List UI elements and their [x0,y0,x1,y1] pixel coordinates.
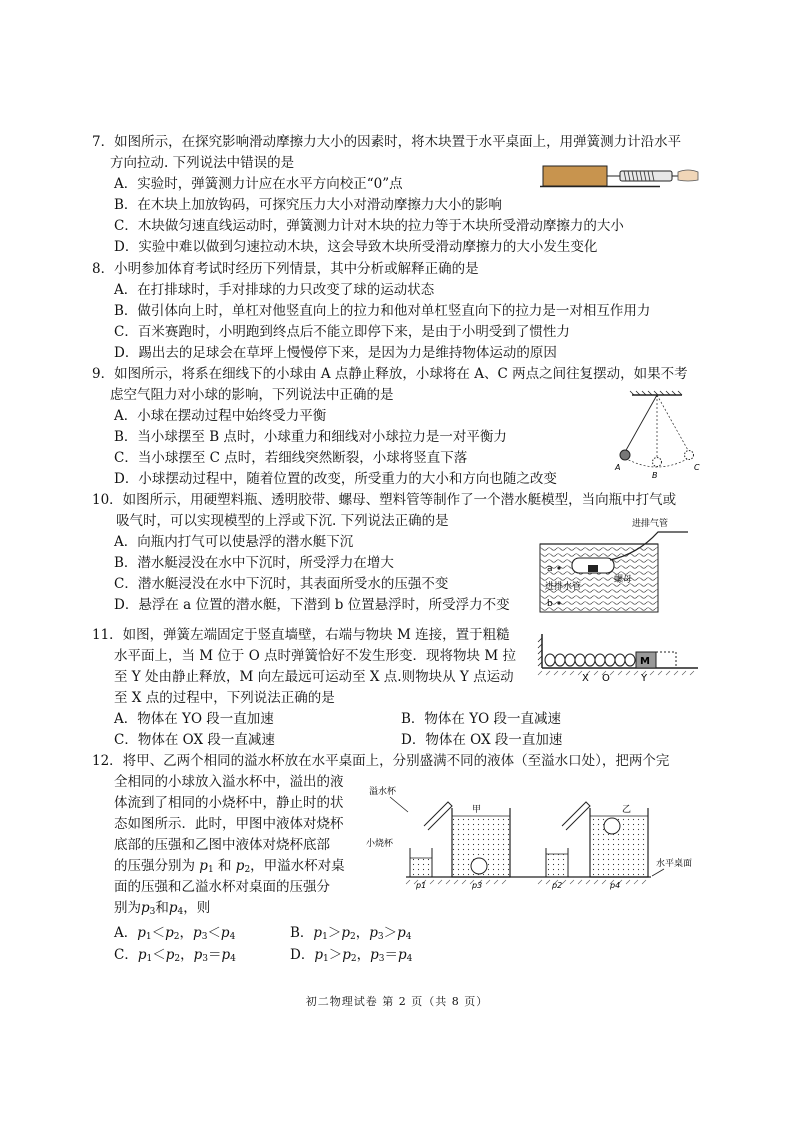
q12-stem-line3: 体流到了相同的小烧杯中，静止时的状 [114,795,344,811]
q12-stem-line5: 底部的压强和乙图中液体对烧杯底部 [114,837,330,853]
q12-stem-line6 [114,856,345,876]
q7-option-c: C．木块做匀速直线运动时，弹簧测力计对木块的拉力等于木块所受滑动摩擦力的大小 [114,218,624,234]
q12-subscript: 1 [322,932,328,942]
q12-subscript: 2 [350,954,357,964]
q7-stem-line2: 方向拉动. 下列说法中错误的是 [110,155,295,171]
q12-p-symbol: p [193,925,202,941]
q12-subscript: 4 [405,932,412,942]
relation-sign: ＝ [384,947,398,963]
q12-p-symbol: p [141,900,150,916]
q12-p-symbol: p [137,947,147,963]
q12-line8-part2: 和 [155,900,169,916]
q12-line6-part3: ，甲溢水杯对桌 [250,858,345,874]
q12-stem-line2: 全相同的小球放入溢水杯中，溢出的液 [114,774,344,790]
q9-figure-pendulum [612,392,702,480]
q11-option-d: D．物体在 OX 段一直加速 [401,732,563,748]
option-label: B． [290,925,314,941]
relation-sign: ＜ [151,925,166,941]
relation-sign: ＝ [208,947,222,963]
q10-label-intake: 进排气管 [632,519,669,529]
q8-stem: 8．小明参加体育考试时经历下列情景，其中分析或解释正确的是 [92,261,479,277]
q12-p-symbol: p [235,858,245,874]
q10-option-b: B．潜水艇浸没在水中下沉时，所受浮力在增大 [114,555,394,571]
q12-label-p3: p3 [472,881,483,890]
q11-stem-line1: 11．如图，弹簧左端固定于竖直墙壁，右端与物块 M 连接，置于粗糙 [92,627,510,643]
q11-label-m: M [640,656,650,667]
q12-p-symbol: p [342,947,351,963]
q11-label-x: X [582,673,589,684]
relation-sign: ＞ [383,925,398,941]
q12-subscript: 3 [377,932,384,942]
q12-subscript: 1 [207,865,214,875]
q12-p-symbol: p [398,947,407,963]
q12-label-overflow-cup: 溢水杯 [369,787,397,797]
q12-option-d [290,945,412,965]
q12-p-symbol: p [370,947,379,963]
q11-option-b: B．物体在 YO 段一直减速 [401,711,561,727]
q12-subscript: 2 [349,932,356,942]
relation-sign: ＜ [207,925,221,941]
q9-option-a: A．小球在摆动过程中始终受力平衡 [114,408,327,424]
q12-stem-line1: 12．将甲、乙两个相同的溢水杯放在水平桌面上，分别盛满不同的液体（至溢水口处），把两个完 [92,753,670,769]
q12-label-yi: 乙 [622,805,632,815]
q8-option-b: B．做引体向上时，单杠对他竖直向上的拉力和他对单杠竖直向下的拉力是一对相互作用力 [114,303,651,319]
q11-option-c: C．物体在 OX 段一直减速 [114,732,275,748]
q12-p-symbol: p [369,925,378,941]
q12-p-symbol: p [314,947,323,963]
q10-label-b: b [547,599,553,609]
relation-sign: ＞ [328,947,343,963]
q12-label-p4: p4 [610,881,621,890]
relation-sign: ＞ [327,925,342,941]
q7-option-b: B．在木块上加放钩码，可探究压力大小对滑动摩擦力大小的影响 [114,197,502,213]
q11-stem-line3: 至 Y 处由静止释放，M 向左最远可运动至 X 点.则物块从 Y 点运动 [114,669,514,685]
q10-label-nut: 螺母 [614,575,633,585]
q12-label-p2: p2 [552,881,563,890]
separator: ， [356,947,371,963]
q10-figure-submarine [538,516,698,616]
q7-option-a: A．实验时，弹簧测力计应在水平方向校正“0”点 [114,176,403,192]
q12-p-symbol: p [199,858,208,874]
q12-option-b [290,923,411,943]
q12-p-symbol: p [341,925,350,941]
q10-label-water-pipe: 进排水管 [545,582,582,592]
q12-p-symbol: p [137,925,146,941]
q12-subscript: 1 [146,954,153,964]
q7-figure-friction [540,160,700,194]
q12-p-symbol: p [165,947,175,963]
q12-subscript: 2 [173,932,180,942]
q12-option-a [114,923,235,943]
q9-option-d: D．小球摆动过程中，随着位置的改变，所受重力的大小和方向也随之改变 [114,471,557,487]
q12-subscript: 2 [244,865,251,875]
q12-p-symbol: p [397,925,406,941]
q9-option-b: B．当小球摆至 B 点时，小球重力和细线对小球拉力是一对平衡力 [114,429,507,445]
q11-option-a: A．物体在 YO 段一直加速 [114,711,274,727]
q12-subscript: 4 [177,907,184,917]
q10-stem-line2: 吸气时，可以实现模型的上浮或下沉. 下列说法正确的是 [116,513,449,529]
q7-stem-line1: 7．如图所示，在探究影响滑动摩擦力大小的因素时，将木块置于水平桌面上，用弹簧测力计沿水平 [92,134,682,150]
q12-line8-part1: 别为 [114,900,141,916]
q12-line8-part3: ，则 [183,900,211,916]
q12-line6-part2: 和 [213,858,236,874]
q7-option-d: D．实验中难以做到匀速拉动木块，这会导致木块所受滑动摩擦力的大小发生变化 [114,239,598,255]
q9-stem-line1: 9．如图所示，将系在细线下的小球由 A 点静止释放，小球将在 A、C 两点之间往复摆动，如果不考 [92,366,688,382]
q12-subscript: 1 [145,932,152,942]
separator: ， [180,947,194,963]
q9-label-c: C [694,463,700,472]
separator: ， [179,925,194,941]
q9-stem-line2: 虑空气阻力对小球的影响，下列说法中正确的是 [110,387,394,403]
q11-stem-line2: 水平面上，当 M 位于 O 点时弹簧恰好不发生形变．现将物块 M 拉 [114,648,516,664]
q12-subscript: 1 [322,954,329,964]
separator: ， [355,925,370,941]
q8-option-c: C．百米赛跑时，小明跑到终点后不能立即停下来，是由于小明受到了惯性力 [114,324,570,340]
q11-label-y: Y [641,673,648,684]
q8-option-d: D．踢出去的足球会在草坪上慢慢停下来，是因为力是维持物体运动的原因 [114,345,557,361]
q8-option-a: A．在打排球时，手对排球的力只改变了球的运动状态 [114,282,435,298]
q12-subscript: 3 [202,954,209,964]
q12-label-table: 水平桌面 [656,859,693,869]
relation-sign: ＜ [152,947,166,963]
q12-option-c [114,945,236,965]
q12-p-symbol: p [193,947,203,963]
option-label: A． [114,925,138,941]
q12-line6-part1: 的压强分别为 [114,858,200,874]
q12-stem-line4: 态如图所示．此时，甲图中液体对烧杯 [114,816,344,832]
q10-option-c: C．潜水艇浸没在水中下沉时，其表面所受水的压强不变 [114,576,449,592]
q12-subscript: 4 [229,932,236,942]
q11-stem-line4: 至 X 点的过程中，下列说法正确的是 [114,690,335,706]
q12-p-symbol: p [168,900,178,916]
q11-label-o: O [602,673,610,684]
q10-stem-line1: 10．如图所示，用硬塑料瓶、透明胶带、螺母、塑料管等制作了一个潜水艇模型，当向瓶中打气或 [92,492,677,508]
q12-subscript: 3 [149,907,156,917]
q12-label-p1: p1 [416,881,427,890]
q10-option-a: A．向瓶内打气可以使悬浮的潜水艇下沉 [114,534,354,550]
q12-p-symbol: p [221,947,231,963]
q9-label-a: A [615,463,621,472]
q12-stem-line8 [114,898,210,918]
q12-label-beaker: 小烧杯 [366,839,394,849]
option-label: D． [290,947,315,963]
q12-subscript: 2 [174,954,181,964]
q12-figure-overflow-cups [366,782,706,892]
q9-label-b: B [652,471,658,480]
option-label: C． [114,947,138,963]
q12-subscript: 4 [230,954,236,964]
q12-subscript: 3 [378,954,385,964]
q12-p-symbol: p [165,925,174,941]
page-footer: 初二物理试卷 第 2 页（共 8 页） [305,995,489,1008]
q12-p-symbol: p [313,925,323,941]
q11-figure-spring [538,632,702,682]
q12-stem-line7: 面的压强和乙溢水杯对桌面的压强分 [114,879,330,895]
q12-subscript: 3 [201,932,208,942]
q10-label-a: a [547,564,553,574]
q12-subscript: 4 [406,954,413,964]
q9-option-c: C．当小球摆至 C 点时，若细线突然断裂，小球将竖直下落 [114,450,468,466]
q12-p-symbol: p [220,925,230,941]
q12-label-jia: 甲 [472,805,482,815]
q10-option-d: D．悬浮在 a 位置的潜水艇，下潜到 b 位置悬浮时，所受浮力不变 [114,597,510,613]
